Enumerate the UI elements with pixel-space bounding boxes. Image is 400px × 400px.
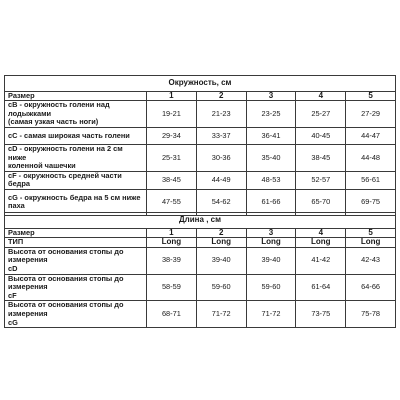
table-cell: 39-40 [246,247,296,274]
table-cell: 44-49 [196,171,246,189]
size-5: 5 [346,91,396,101]
size-1: 1 [147,228,197,238]
row-label-cf: cF - окружность средней части бедра [5,171,147,189]
size-2: 2 [196,228,246,238]
table-cell: 52-57 [296,171,346,189]
table-cell: 30-36 [196,144,246,171]
row-label-height-cd: Высота от основания стопы до измерения cD [5,247,147,274]
table-cell: 25-31 [147,144,197,171]
type-1: Long [147,238,197,248]
size-header: Размер [5,91,147,101]
row-label-height-cf: Высота от основания стопы до измерения cF [5,274,147,301]
table-cell: 54-62 [196,189,246,215]
table-cell: 39-40 [196,247,246,274]
row-label-cc: cC - самая широкая часть голени [5,127,147,144]
table-cell: 58-59 [147,274,197,301]
table-cell: 38-45 [296,144,346,171]
table-row [5,171,396,189]
table-cell: 59-60 [246,274,296,301]
table-cell: 71-72 [246,301,296,328]
table-cell: 56-61 [346,171,396,189]
table-cell: 64-66 [346,274,396,301]
table-cell: 19-21 [147,101,197,128]
table-cell: 59-60 [196,274,246,301]
length-table [4,212,396,328]
size-4: 4 [296,91,346,101]
table-cell: 47-55 [147,189,197,215]
table-cell: 69-75 [346,189,396,215]
table-row [5,144,396,171]
table-cell: 27-29 [346,101,396,128]
table-cell: 29-34 [147,127,197,144]
table-cell: 73-75 [296,301,346,328]
table-cell: 65-70 [296,189,346,215]
table-cell: 33-37 [196,127,246,144]
size-4: 4 [296,228,346,238]
size-3: 3 [246,91,296,101]
circumference-title: Окружность, см [5,76,396,92]
table-cell: 61-64 [296,274,346,301]
size-header: Размер [5,228,147,238]
table-cell: 23-25 [246,101,296,128]
table-cell: 40-45 [296,127,346,144]
size-5: 5 [346,228,396,238]
table-cell: 48-53 [246,171,296,189]
type-2: Long [196,238,246,248]
row-label-cd: cD - окружность голени на 2 см ниже коленной чашечки [5,144,147,171]
size-2: 2 [196,91,246,101]
table-row [5,274,396,301]
table-cell: 41-42 [296,247,346,274]
type-header: ТИП [5,238,147,248]
table-cell: 68-71 [147,301,197,328]
type-5: Long [346,238,396,248]
table-row [5,101,396,128]
row-label-cg: cG - окружность бедра на 5 см ниже паха [5,189,147,215]
table-cell: 75-78 [346,301,396,328]
table-row [5,301,396,328]
table-cell: 38-45 [147,171,197,189]
table-cell: 38-39 [147,247,197,274]
circumference-table [4,75,396,216]
table-cell: 61-66 [246,189,296,215]
table-cell: 36-41 [246,127,296,144]
table-cell: 71-72 [196,301,246,328]
table-cell: 35-40 [246,144,296,171]
type-4: Long [296,238,346,248]
table-cell: 21-23 [196,101,246,128]
table-row [5,247,396,274]
row-label-height-cg: Высота от основания стопы до измерения cG [5,301,147,328]
table-cell: 25-27 [296,101,346,128]
size-1: 1 [147,91,197,101]
table-cell: 44-47 [346,127,396,144]
length-title: Длина , см [5,213,396,229]
table-cell: 44-48 [346,144,396,171]
type-3: Long [246,238,296,248]
size-3: 3 [246,228,296,238]
table-cell: 42-43 [346,247,396,274]
row-label-cb: cB - окружность голени над лодыжками (самая узкая часть ноги) [5,101,147,128]
table-row [5,127,396,144]
